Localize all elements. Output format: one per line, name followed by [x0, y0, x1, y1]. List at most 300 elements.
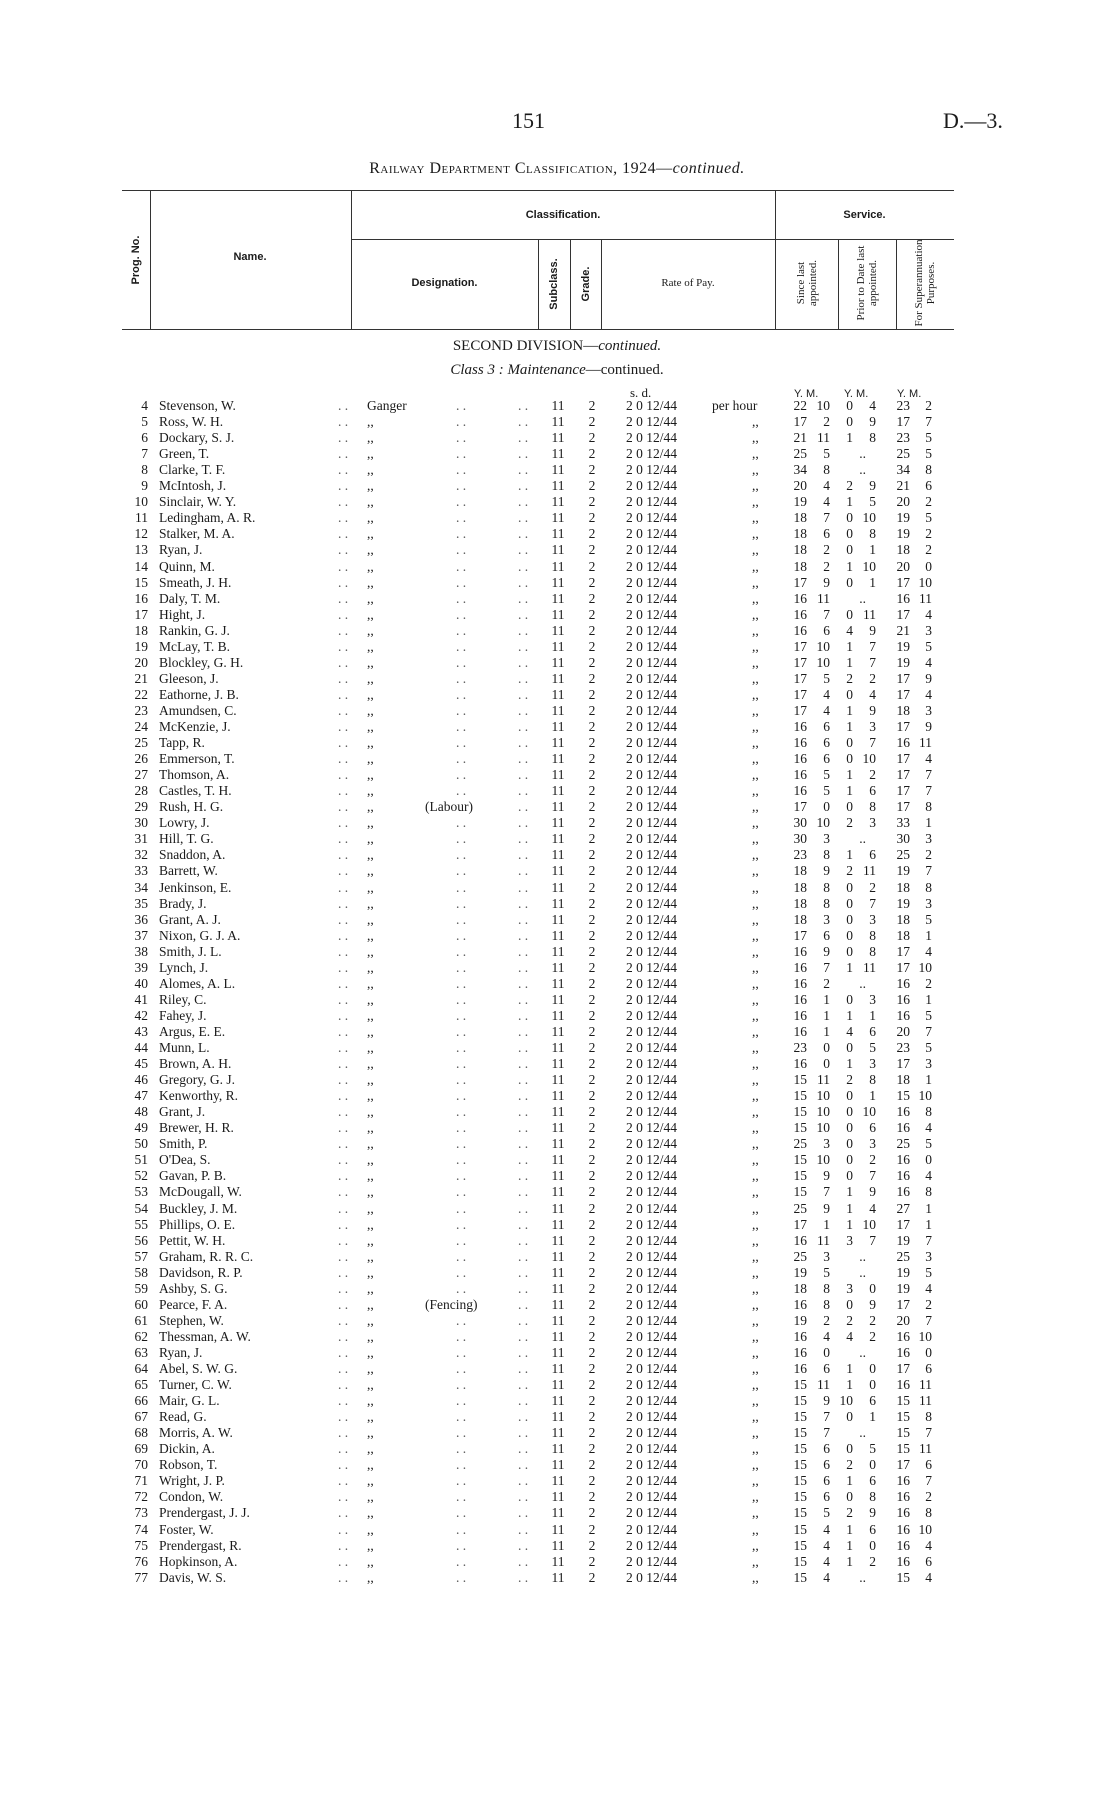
rate-cell: 2 0 12/44 — [626, 1168, 678, 1184]
leader-dots: . . — [338, 1473, 349, 1489]
prog-no: 31 — [134, 831, 148, 847]
designation-cell: ,, — [367, 863, 374, 879]
prior-months: 3 — [869, 815, 876, 831]
super-years: 17 — [896, 943, 910, 959]
prog-no: 25 — [134, 735, 148, 751]
name-cell: McIntosh, J. — [159, 478, 227, 494]
header-divider — [538, 239, 539, 329]
since-months: 6 — [823, 526, 830, 542]
prior-months: 10 — [862, 1104, 876, 1120]
rate-unit-cell: ,, — [752, 462, 759, 478]
leader-dots: . . — [338, 654, 349, 670]
rate-unit-cell: ,, — [752, 719, 759, 734]
subclass-cell: 11 — [551, 1184, 565, 1200]
prog-no: 58 — [134, 1264, 148, 1280]
leader-dots: . . — [338, 1296, 349, 1312]
leader-dots: . . — [456, 1537, 467, 1553]
prog-no: 65 — [134, 1377, 148, 1393]
grade-cell: 2 — [588, 1505, 596, 1521]
prior-years: 0 — [846, 1441, 853, 1457]
leader-dots: . . — [338, 1280, 349, 1296]
grade-cell: 2 — [588, 1136, 596, 1152]
leader-dots: . . — [338, 943, 349, 959]
leader-dots: . . — [518, 606, 529, 622]
super-months: 5 — [925, 911, 932, 927]
super-months: 1 — [925, 927, 932, 943]
super-years: 16 — [896, 991, 910, 1007]
super-years: 15 — [896, 1425, 910, 1441]
grade-cell: 2 — [588, 510, 596, 526]
subclass-cell: 11 — [551, 1264, 565, 1280]
header-name: Name. — [233, 251, 267, 263]
prior-years: 1 — [846, 558, 853, 574]
leader-dots: . . — [518, 1248, 529, 1264]
leader-dots: . . — [456, 1023, 467, 1039]
name-cell: Phillips, O. E. — [159, 1216, 236, 1232]
designation-cell: ,, — [367, 1344, 374, 1360]
rate-unit-cell: ,, — [752, 831, 759, 847]
prior-months: 10 — [862, 558, 876, 574]
since-years: 16 — [793, 975, 807, 991]
prog-no: 67 — [134, 1409, 148, 1425]
prior-months: 4 — [869, 686, 876, 702]
name-cell: Barrett, W. — [159, 863, 218, 879]
prior-years: .. — [859, 1569, 866, 1585]
prog-no: 11 — [135, 510, 148, 526]
rate-unit-cell: ,, — [752, 847, 759, 863]
prior-months: 11 — [863, 863, 876, 879]
rate-unit-cell: ,, — [752, 686, 759, 702]
leader-dots: . . — [338, 526, 349, 542]
designation-cell: ,, — [367, 911, 374, 927]
leader-dots: . . — [518, 959, 529, 975]
super-years: 16 — [896, 1473, 910, 1489]
super-years: 17 — [896, 606, 910, 622]
rate-cell: 2 0 12/44 — [626, 462, 678, 478]
prior-years: 0 — [846, 927, 853, 943]
prog-no: 75 — [134, 1537, 148, 1553]
leader-dots: . . — [456, 1056, 467, 1072]
table-row — [0, 880, 1114, 896]
table-row — [0, 703, 1114, 719]
super-months: 2 — [925, 526, 932, 542]
header-prior-to-date: Prior to Date last appointed. — [855, 245, 879, 321]
super-months: 5 — [925, 430, 932, 446]
leader-dots: . . — [456, 1393, 467, 1409]
since-years: 18 — [793, 510, 807, 526]
prior-months: 0 — [869, 1280, 876, 1296]
table-row — [0, 1104, 1114, 1120]
leader-dots: . . — [456, 1152, 467, 1168]
leader-dots: . . — [456, 1409, 467, 1425]
since-months: 2 — [823, 542, 830, 558]
prog-no: 49 — [134, 1120, 148, 1136]
designation-cell: ,, — [367, 638, 374, 654]
since-years: 15 — [793, 1152, 807, 1168]
prior-months: 2 — [869, 767, 876, 783]
rate-unit-cell: ,, — [752, 414, 759, 430]
super-years: 27 — [896, 1200, 910, 1216]
leader-dots: . . — [518, 590, 529, 606]
since-months: 6 — [823, 1457, 830, 1473]
rate-cell: 2 0 12/44 — [626, 1200, 678, 1216]
subclass-cell: 11 — [551, 943, 565, 959]
leader-dots: . . — [518, 1040, 529, 1055]
super-years: 16 — [896, 1553, 910, 1569]
designation-cell: ,, — [367, 783, 374, 799]
rate-cell: 2 0 12/44 — [626, 1377, 678, 1393]
rate-unit-cell: ,, — [752, 1104, 759, 1120]
super-months: 1 — [925, 1072, 932, 1088]
grade-cell: 2 — [588, 1264, 596, 1280]
table-header — [122, 190, 954, 330]
since-years: 17 — [793, 927, 807, 943]
leader-dots: . . — [338, 1088, 349, 1104]
super-months: 3 — [925, 895, 932, 911]
leader-dots: . . — [338, 462, 349, 478]
rate-unit-cell: ,, — [752, 1152, 759, 1168]
rate-cell: 2 0 12/44 — [626, 606, 678, 622]
designation-cell: ,, — [367, 1120, 374, 1136]
designation-cell: ,, — [367, 558, 374, 574]
since-years: 17 — [793, 686, 807, 702]
subclass-cell: 11 — [551, 1521, 565, 1537]
table-row — [0, 607, 1114, 623]
subclass-cell: 11 — [551, 799, 565, 815]
grade-cell: 2 — [588, 1120, 596, 1136]
leader-dots: . . — [338, 911, 349, 927]
since-years: 18 — [793, 895, 807, 911]
rate-cell: 2 0 12/44 — [626, 1296, 678, 1312]
leader-dots: . . — [518, 735, 529, 751]
super-years: 16 — [896, 1007, 910, 1023]
rate-unit-cell: ,, — [752, 863, 759, 879]
prior-months: 1 — [869, 542, 876, 558]
name-cell: Grant, A. J. — [159, 911, 221, 927]
name-cell: Fahey, J. — [159, 1007, 207, 1023]
header-grade: Grade. — [580, 266, 592, 302]
leader-dots: . . — [456, 767, 467, 783]
super-months: 2 — [925, 975, 932, 991]
subclass-cell: 11 — [551, 1312, 565, 1328]
table-row — [0, 446, 1114, 462]
prior-months: 2 — [869, 1328, 876, 1344]
designation-cell: ,, — [367, 462, 374, 478]
prior-years: 1 — [846, 959, 853, 975]
rate-cell: 2 0 12/44 — [626, 1521, 678, 1537]
prior-years: 2 — [846, 1505, 853, 1521]
leader-dots: . . — [518, 991, 529, 1007]
super-months: 3 — [925, 831, 932, 847]
subclass-cell: 11 — [551, 879, 565, 895]
name-cell: McDougall, W. — [159, 1184, 242, 1200]
since-years: 34 — [793, 462, 807, 478]
grade-cell: 2 — [588, 1521, 596, 1537]
leader-dots: . . — [456, 1361, 467, 1376]
table-row — [0, 1345, 1114, 1361]
prior-years: 1 — [846, 767, 853, 783]
division-heading — [0, 338, 1114, 355]
since-months: 10 — [816, 1152, 830, 1168]
since-years: 15 — [793, 1489, 807, 1505]
prior-years: 2 — [846, 1312, 853, 1328]
designation-cell: ,, — [367, 1168, 374, 1184]
designation-cell: ,, — [367, 1184, 374, 1200]
leader-dots: . . — [456, 1072, 467, 1088]
leader-dots: . . — [338, 1409, 349, 1425]
rate-cell: 2 0 12/44 — [626, 767, 678, 783]
leader-dots: . . — [338, 783, 349, 799]
super-months: 8 — [925, 1104, 932, 1120]
super-years: 16 — [896, 1184, 910, 1200]
rate-cell: 2 0 12/44 — [626, 1216, 678, 1232]
super-years: 19 — [896, 895, 910, 911]
table-row — [0, 1233, 1114, 1249]
since-years: 15 — [793, 1537, 807, 1553]
subclass-cell: 11 — [551, 719, 565, 734]
leader-dots: . . — [518, 943, 529, 959]
since-years: 15 — [793, 1569, 807, 1585]
super-years: 25 — [896, 1248, 910, 1264]
super-months: 7 — [925, 414, 932, 430]
prog-no: 60 — [134, 1296, 148, 1312]
prior-years: 10 — [839, 1393, 853, 1409]
prior-months: 8 — [869, 943, 876, 959]
super-years: 19 — [896, 863, 910, 879]
subclass-cell: 11 — [551, 1344, 565, 1360]
super-years: 16 — [896, 1537, 910, 1553]
leader-dots: . . — [518, 879, 529, 895]
leader-dots: . . — [338, 799, 349, 815]
prior-months: 2 — [869, 1152, 876, 1168]
leader-dots: . . — [518, 462, 529, 478]
subclass-cell: 11 — [551, 1361, 565, 1376]
leader-dots: . . — [518, 767, 529, 783]
table-row — [0, 976, 1114, 992]
table-row — [0, 430, 1114, 446]
since-months: 5 — [823, 783, 830, 799]
leader-dots: . . — [518, 670, 529, 686]
grade-cell: 2 — [588, 574, 596, 590]
leader-dots: . . — [338, 1361, 349, 1376]
table-row — [0, 1201, 1114, 1217]
super-months: 8 — [925, 462, 932, 478]
designation-cell: ,, — [367, 686, 374, 702]
since-months: 7 — [823, 606, 830, 622]
subclass-cell: 11 — [551, 815, 565, 831]
name-cell: Pettit, W. H. — [159, 1232, 226, 1248]
prior-years: 3 — [846, 1232, 853, 1248]
leader-dots: . . — [456, 702, 467, 718]
leader-dots: . . — [456, 1280, 467, 1296]
grade-cell: 2 — [588, 1344, 596, 1360]
leader-dots: . . — [518, 815, 529, 831]
since-years: 22 — [793, 398, 807, 413]
designation-cell: ,, — [367, 1489, 374, 1505]
designation-cell: ,, — [367, 1537, 374, 1553]
leader-dots: . . — [518, 1007, 529, 1023]
super-months: 6 — [925, 1457, 932, 1473]
table-row — [0, 1136, 1114, 1152]
rate-cell: 2 0 12/44 — [626, 654, 678, 670]
designation-cell: ,, — [367, 799, 374, 815]
since-years: 15 — [793, 1473, 807, 1489]
prior-years: 1 — [846, 1537, 853, 1553]
leader-dots: . . — [338, 975, 349, 991]
prog-no: 42 — [134, 1007, 148, 1023]
subclass-cell: 11 — [551, 991, 565, 1007]
leader-dots: . . — [338, 574, 349, 590]
name-cell: O'Dea, S. — [159, 1152, 211, 1168]
since-years: 15 — [793, 1168, 807, 1184]
prior-years: 1 — [846, 1056, 853, 1072]
grade-cell: 2 — [588, 670, 596, 686]
super-months: 0 — [925, 558, 932, 574]
grade-cell: 2 — [588, 895, 596, 911]
leader-dots: . . — [338, 670, 349, 686]
super-years: 17 — [896, 670, 910, 686]
prior-months: 8 — [869, 430, 876, 446]
designation-cell: ,, — [367, 1393, 374, 1409]
super-months: 8 — [925, 879, 932, 895]
grade-cell: 2 — [588, 911, 596, 927]
prior-years: 1 — [846, 1521, 853, 1537]
since-years: 17 — [793, 1216, 807, 1232]
leader-dots: . . — [518, 783, 529, 799]
since-years: 15 — [793, 1553, 807, 1569]
prog-no: 29 — [134, 799, 148, 815]
designation-cell: ,, — [367, 959, 374, 975]
leader-dots: . . — [456, 1264, 467, 1280]
prog-no: 36 — [134, 911, 148, 927]
name-cell: Ryan, J. — [159, 542, 203, 558]
name-cell: Rush, H. G. — [159, 799, 224, 815]
leader-dots: . . — [456, 1521, 467, 1537]
rate-cell: 2 0 12/44 — [626, 1312, 678, 1328]
since-months: 4 — [823, 686, 830, 702]
rate-cell: 2 0 12/44 — [626, 1007, 678, 1023]
prog-no: 63 — [134, 1344, 148, 1360]
rate-unit-cell: ,, — [752, 815, 759, 831]
since-months: 4 — [823, 1553, 830, 1569]
since-years: 15 — [793, 1072, 807, 1088]
name-cell: Foster, W. — [159, 1521, 214, 1537]
prog-no: 37 — [134, 927, 148, 943]
rate-cell: 2 0 12/44 — [626, 590, 678, 606]
super-years: 16 — [896, 735, 910, 751]
name-cell: Abel, S. W. G. — [159, 1361, 238, 1376]
rate-cell: 2 0 12/44 — [626, 1553, 678, 1569]
grade-cell: 2 — [588, 1328, 596, 1344]
subclass-cell: 11 — [551, 1232, 565, 1248]
name-cell: Pearce, F. A. — [159, 1296, 228, 1312]
prior-years: 0 — [846, 1088, 853, 1104]
rate-cell: 2 0 12/44 — [626, 1040, 678, 1055]
leader-dots: . . — [518, 847, 529, 863]
prog-no: 19 — [134, 638, 148, 654]
grade-cell: 2 — [588, 783, 596, 799]
leader-dots: . . — [338, 847, 349, 863]
super-months: 2 — [925, 1296, 932, 1312]
super-years: 17 — [896, 767, 910, 783]
rate-unit-cell: ,, — [752, 1569, 759, 1585]
name-cell: Riley, C. — [159, 991, 207, 1007]
grade-cell: 2 — [588, 686, 596, 702]
prog-no: 57 — [134, 1248, 148, 1264]
name-cell: Amundsen, C. — [159, 702, 237, 718]
rate-unit-cell: ,, — [752, 1072, 759, 1088]
leader-dots: . . — [456, 847, 467, 863]
super-months: 7 — [925, 783, 932, 799]
super-months: 4 — [925, 606, 932, 622]
super-years: 15 — [896, 1088, 910, 1104]
since-years: 18 — [793, 558, 807, 574]
table-row — [0, 1377, 1114, 1393]
leader-dots: . . — [338, 590, 349, 606]
prog-no: 10 — [134, 494, 148, 510]
table-row — [0, 1184, 1114, 1200]
leader-dots: . . — [338, 542, 349, 558]
designation-cell: ,, — [367, 1312, 374, 1328]
prior-years: 1 — [846, 1216, 853, 1232]
since-years: 16 — [793, 1361, 807, 1376]
since-months: 11 — [817, 1377, 830, 1393]
since-months: 9 — [823, 574, 830, 590]
prog-no: 66 — [134, 1393, 148, 1409]
prior-years: .. — [859, 462, 866, 478]
since-years: 16 — [793, 991, 807, 1007]
prog-no: 22 — [134, 686, 148, 702]
super-months: 10 — [918, 1521, 932, 1537]
designation-cell: ,, — [367, 1473, 374, 1489]
super-months: 4 — [925, 1569, 932, 1585]
table-row — [0, 735, 1114, 751]
rate-cell: 2 0 12/44 — [626, 702, 678, 718]
since-years: 19 — [793, 494, 807, 510]
subclass-cell: 11 — [551, 783, 565, 799]
super-months: 6 — [925, 1361, 932, 1376]
designation-cell: ,, — [367, 1280, 374, 1296]
leader-dots: . . — [518, 574, 529, 590]
leader-dots: . . — [456, 446, 467, 462]
designation-cell: ,, — [367, 670, 374, 686]
rate-unit-cell: ,, — [752, 799, 759, 815]
table-row — [0, 398, 1114, 414]
name-cell: Green, T. — [159, 446, 210, 462]
grade-cell: 2 — [588, 1088, 596, 1104]
table-row — [0, 767, 1114, 783]
table-row — [0, 1297, 1114, 1313]
grade-cell: 2 — [588, 1569, 596, 1585]
leader-dots: . . — [518, 1553, 529, 1569]
leader-dots: . . — [456, 1457, 467, 1473]
super-months: 3 — [925, 1248, 932, 1264]
grade-cell: 2 — [588, 526, 596, 542]
prog-no: 50 — [134, 1136, 148, 1152]
table-row — [0, 960, 1114, 976]
grade-cell: 2 — [588, 863, 596, 879]
since-months: 8 — [823, 1296, 830, 1312]
subclass-cell: 11 — [551, 670, 565, 686]
prog-no: 23 — [134, 702, 148, 718]
table-row — [0, 623, 1114, 639]
super-years: 16 — [896, 1505, 910, 1521]
leader-dots: . . — [518, 494, 529, 510]
super-years: 18 — [896, 702, 910, 718]
prior-years: 4 — [846, 1328, 853, 1344]
prior-months: 0 — [869, 1361, 876, 1376]
grade-cell: 2 — [588, 959, 596, 975]
